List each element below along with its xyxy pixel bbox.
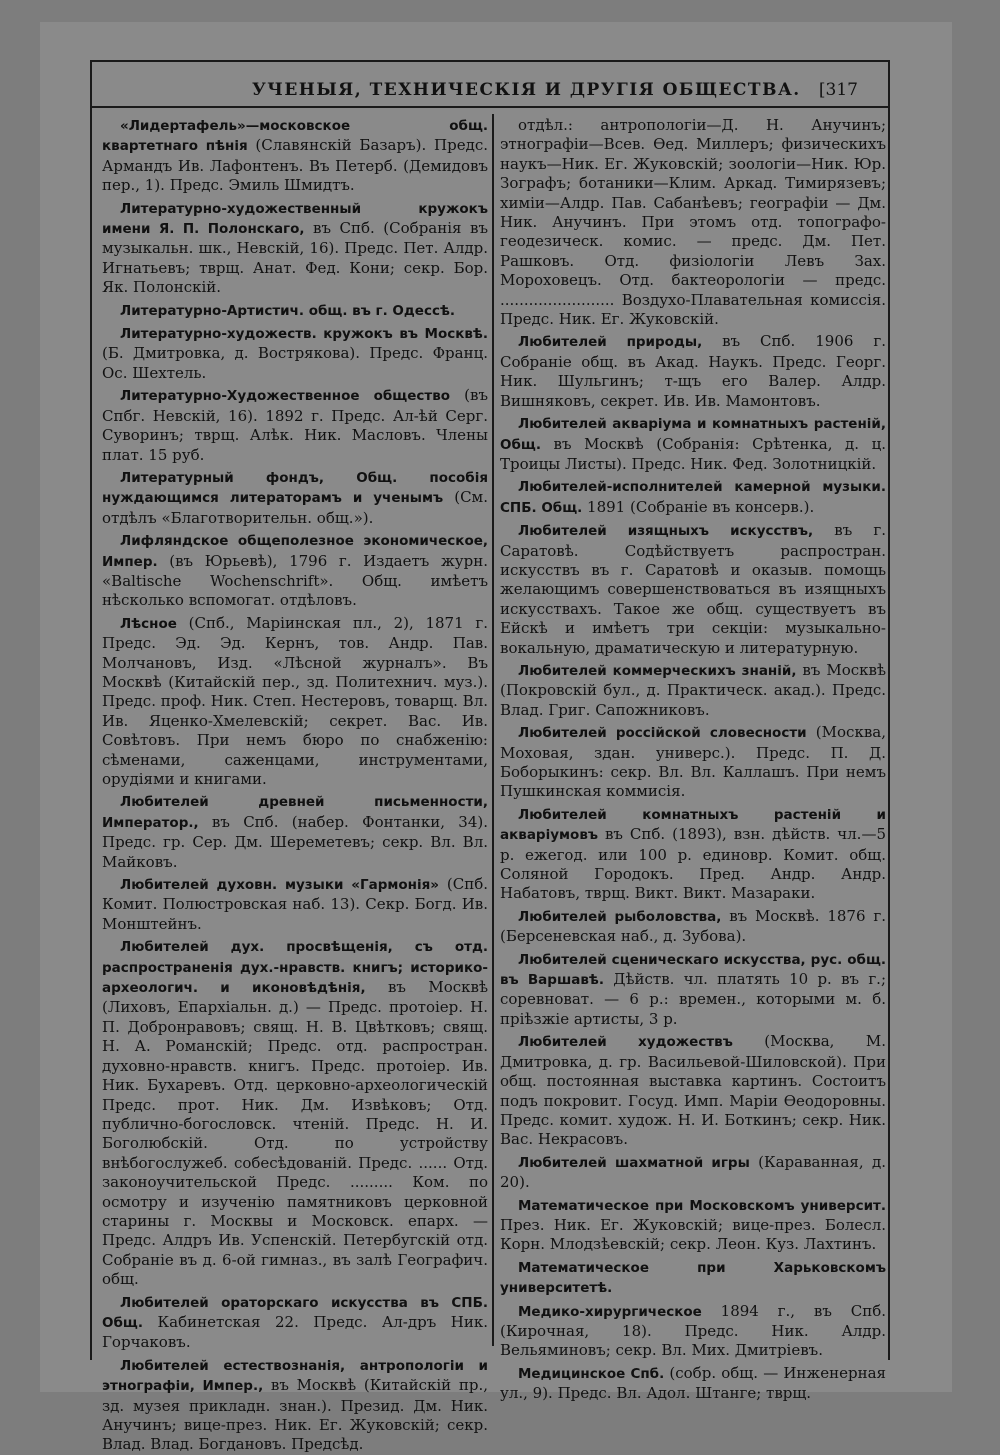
society-details: (Москва, Моховая, здан. универс.). Предс. П. Д. Боборыкинъ: секр. Вл. Вл. Каллашъ. При немъ Пушкинская коммисія. <box>500 723 886 801</box>
society-entry <box>102 386 488 465</box>
society-name: Любителей дух. просвѣщенія, съ отд. распространенія дух.-нравств. книгъ; историко-археологич. и иконовѣдѣнія, <box>102 939 488 997</box>
society-name: Литературно-Артистич. общ. въ г. Одессѣ. <box>120 302 456 319</box>
society-entry <box>102 301 488 321</box>
society-name: Любителей природы, <box>518 334 703 351</box>
society-details: През. Ник. Ег. Жуковскій; вице-през. Болесл. Корн. Млодзѣевскій; секр. Леон. Куз. Лахтинъ. <box>500 1215 886 1254</box>
society-entry <box>500 477 886 518</box>
society-details: (въ Спбг. Невскій, 16). 1892 г. Предс. Ал-ѣй Серг. Суворинъ; тврщ. Алѣк. Ник. Масловъ. Члены плат. 15 руб. <box>102 386 488 464</box>
society-details: (Славянскій Базаръ). Предс. Армандъ Ив. Лафонтенъ. Въ Петерб. (Демидовъ пер., 1). Предс. Эмиль Шмидтъ. <box>102 136 488 195</box>
society-name: Любителей-исполнителей камерной музыки. СПБ. Общ. <box>500 479 886 516</box>
column-divider <box>492 114 494 1346</box>
society-entry <box>500 661 886 720</box>
society-name: Медико-хирургическое <box>518 1303 702 1320</box>
society-entry <box>102 116 488 196</box>
society-entry <box>500 1258 886 1299</box>
society-details: въ Москвѣ (Китайскій пр., зд. музея прикладн. знан.). Презид. Дм. Ник. Анучинъ; вице-през. Ник. Ег. Жуковскій; секр. Влад. Влад. Богдановъ. Предсѣд. <box>102 1376 488 1454</box>
running-title: УЧЕНЫЯ, ТЕХНИЧЕСКІЯ И ДРУГІЯ ОБЩЕСТВА. <box>252 80 801 100</box>
society-name: Любителей изящныхъ искусствъ, <box>518 523 814 540</box>
society-details: (Б. Дмитровка, д. Вострякова). Предс. Франц. Ос. Шехтель. <box>102 344 488 382</box>
society-name: «Лидертафель»—московское общ. квартетнаго пѣнія <box>102 118 488 155</box>
society-name: Любителей шахматной игры <box>518 1154 750 1171</box>
society-details: Кабинетская 22. Предс. Ал-дръ Ник. Горчаковъ. <box>102 1312 488 1352</box>
society-entry <box>500 723 886 802</box>
page-number: [317 <box>818 80 858 100</box>
left-column <box>102 116 489 1454</box>
society-details: (Москва, М. Дмитровка, д. гр. Васильевой-Шиловской). При общ. постоянная выставка картинъ. Состоитъ подъ покровит. Госуд. Имп. Маріи Ѳеодоровны. Предс. комит. худож. Н. И. Боткинъ; секр. Ник. Вас. Некрасовъ. <box>500 1032 886 1149</box>
society-details: (Караванная, д. 20). <box>500 1152 886 1192</box>
society-details: въ Спб. 1906 г. Собраніе общ. въ Акад. Наукъ. Предс. Георг. Ник. Шульгинъ; т-щъ его Валер. Алдр. Вишняковъ, секрет. Ив. Ив. Мамонтовъ. <box>500 332 886 410</box>
society-entry <box>102 531 488 611</box>
society-entry <box>500 1196 886 1255</box>
right-column <box>500 116 886 1403</box>
society-entry <box>500 521 886 658</box>
society-details: отдѣл.: антропологіи—Д. Н. Анучинъ; этнографіи—Всев. Ѳед. Миллеръ; физическихъ наукъ—Ник. Ег. Жуковскій; зоологіи—Ник. Юр. Зографъ; ботаники—Клим. Аркад. Тимирязевъ; химіи—Алдр. Пав. Сабанѣевъ; географіи — Дм. Ник. Анучинъ. При этомъ отд. топографо-геодезическ. комис. — предс. Дм. Пет. Рашковъ. Отд. физіологіи Левъ Зах. Мороховецъ. Отд. бактеорологіи — предс. ........................ Воздухо-Плавательная комиссія. Предс. Ник. Ег. Жуковскій. <box>500 116 886 329</box>
society-name: Лѣсное <box>120 615 177 632</box>
society-entry <box>102 937 488 1289</box>
society-details: въ Спб. (набер. Фонтанки, 34). Предс. гр. Сер. Дм. Шереметевъ; секр. Вл. Вл. Майковъ. <box>102 812 488 871</box>
page-header <box>92 74 888 108</box>
society-details: (собр. общ. — Инженерная ул., 9). Предс. Вл. Адол. Штанге; тврщ. <box>500 1363 886 1403</box>
society-name: Лифляндское общеполезное экономическое, Импер. <box>102 533 488 570</box>
society-name: Литературно-Художественное общество <box>120 388 451 405</box>
society-entry <box>102 324 488 383</box>
society-name: Математическое при Харьковскомъ университетѣ. <box>500 1259 886 1297</box>
society-entry <box>102 468 488 528</box>
society-entry <box>500 116 886 329</box>
society-name: Любителей акваріума и комнатныхъ растеній, Общ. <box>500 416 886 453</box>
society-entry <box>500 950 886 1030</box>
society-details: въ Спб. (1893), взн. дѣйств. чл.—5 р. ежегод. или 100 р. единовр. Комит. общ. Соляной Городокъ. Пред. Андр. Андр. Набатовъ, тврщ. Викт. Викт. Мазараки. <box>500 825 886 903</box>
society-name: Любителей художествъ <box>518 1034 733 1051</box>
society-details: въ Спб. (Собранія въ музыкальн. шк., Невскій, 16). Предс. Пет. Алдр. Игнатьевъ; тврщ. Анат. Фед. Кони; секр. Бор. Як. Полонскій. <box>102 219 489 297</box>
society-entry <box>500 332 886 411</box>
society-details: Дѣйств. чл. платять 10 р. въ г.; соревноват. — 6 р.: времен., которыми м. б. пріѣзжіе артисты, 3 р. <box>500 970 886 1028</box>
society-entry <box>500 805 886 904</box>
society-entry <box>500 1302 886 1361</box>
society-name: Литературный фондъ, Общ. пособія нуждающимся литераторамъ и ученымъ <box>102 469 488 507</box>
society-name: Любителей естествознанія, антропологіи и этнографіи, Импер., <box>102 1357 488 1395</box>
society-details: (Спб., Маріинская пл., 2), 1871 г. Предс. Эд. Эд. Кернъ, тов. Андр. Пав. Молчановъ, Изд. «Лѣсной журналъ». Въ Москвѣ (Китайскій пер., зд. Политехнич. муз.). Предс. проф. Ник. Степ. Нестеровъ, товарщ. Вл. Ив. Яценко-Хмелевскій; секрет. Вас. Ив. Совѣтовъ. При немъ бюро по снабженію: сѣменами, саженцами, инструментами, орудіями и книгами. <box>102 613 488 788</box>
society-name: Любителей духовн. музыки «Гармонія» <box>120 877 440 894</box>
society-details: въ Москвѣ. 1876 г. (Берсеневская наб., д. Зубова). <box>500 906 886 946</box>
society-name: Литературно-художеств. кружокъ въ Москвѣ. <box>120 326 488 343</box>
society-details: (См. отдѣлъ «Благотворительн. общ.»). <box>102 488 488 527</box>
society-name: Любителей рыболовства, <box>518 908 722 925</box>
society-details: въ Москвѣ (Собранія: Срѣтенка, д. ц. Троицы Листы). Предс. Ник. Фед. Золотницкій. <box>500 434 886 473</box>
society-entry <box>500 907 886 947</box>
society-entry <box>102 1293 488 1353</box>
society-name: Любителей комнатныхъ растеній и акваріумовъ <box>500 806 886 844</box>
society-entry <box>102 199 488 298</box>
society-details: (Спб. Комит. Полюстровская наб. 13). Секр. Богд. Ив. Монштейнъ. <box>102 875 488 933</box>
society-name: Медицинское Спб. <box>518 1365 665 1382</box>
society-name: Любителей сценическаго искусства, рус. общ. въ Варшавѣ. <box>500 951 886 989</box>
society-details: въ Москвѣ (Лиховъ, Епархіальн. д.) — Предс. протоіер. Н. П. Добронравовъ; свящ. Н. В. Цвѣтковъ; свящ. Н. А. Романскій; Предс. отд. распростран. духовно-нравств. книгъ. Предс. протоіер. Ив. Ник. Бухаревъ. Отд. церковно-археологическій Предс. прот. Ник. Дм. Извѣковъ; Отд. публично-богословск. чтеній. Предс. Н. И. Боголюбскій. Отд. по устройству внѣбогослужеб. собесѣдованій. Предс. ...... Отд. законоучительской Предс. ......... Ком. по осмотру и изученію памятниковъ церковной старины г. Москвы и Московск. епарх. — Предс. Алдръ Ив. Успенскій. Петербугскій отд. Собраніе въ д. 6-ой гимназ., въ залѣ Географич. общ. <box>102 978 488 1289</box>
society-entry <box>500 414 886 474</box>
society-entry <box>102 792 488 872</box>
society-name: Любителей коммерческихъ знаній, <box>518 662 797 679</box>
society-name: Любителей ораторскаго искусства въ СПБ. Общ. <box>102 1294 488 1331</box>
society-entry <box>102 875 488 934</box>
society-entry <box>500 1032 886 1149</box>
society-entry <box>102 1356 488 1455</box>
society-entry <box>500 1153 886 1193</box>
society-details: 1891 (Собраніе въ консерв.). <box>582 497 815 516</box>
society-details: въ г. Саратовѣ. Содѣйствуетъ распростран. искусствъ въ г. Саратовѣ и оказыв. помощь желающимъ совершенствоваться въ изящныхъ искусствахъ. Такое же общ. существуетъ въ Ейскѣ и имѣетъ три секціи: музыкально-вокальную, драматическую и литературную. <box>500 521 886 657</box>
society-details: въ Москвѣ (Покровскій бул., д. Практическ. акад.). Предс. Влад. Григ. Сапожниковъ. <box>500 660 886 719</box>
society-name: Любителей россійской словесности <box>518 725 807 742</box>
society-details: 1894 г., въ Спб. (Кирочная, 18). Предс. Ник. Алдр. Вельяминовъ; секр. Вл. Мих. Дмитріевъ. <box>500 1301 886 1360</box>
society-entry <box>102 614 488 790</box>
society-name: Литературно-художественный кружокъ имени Я. П. Полонскаго, <box>102 200 488 238</box>
society-name: Математическое при Московскомъ университ. <box>518 1197 886 1214</box>
society-entry <box>500 1364 886 1404</box>
society-name: Любителей древней письменности, Император., <box>102 794 488 831</box>
society-details: (въ Юрьевѣ), 1796 г. Издаетъ журн. «Baltische Wochenschrift». Общ. имѣетъ нѣсколько вспомогат. отдѣловъ. <box>102 551 488 610</box>
